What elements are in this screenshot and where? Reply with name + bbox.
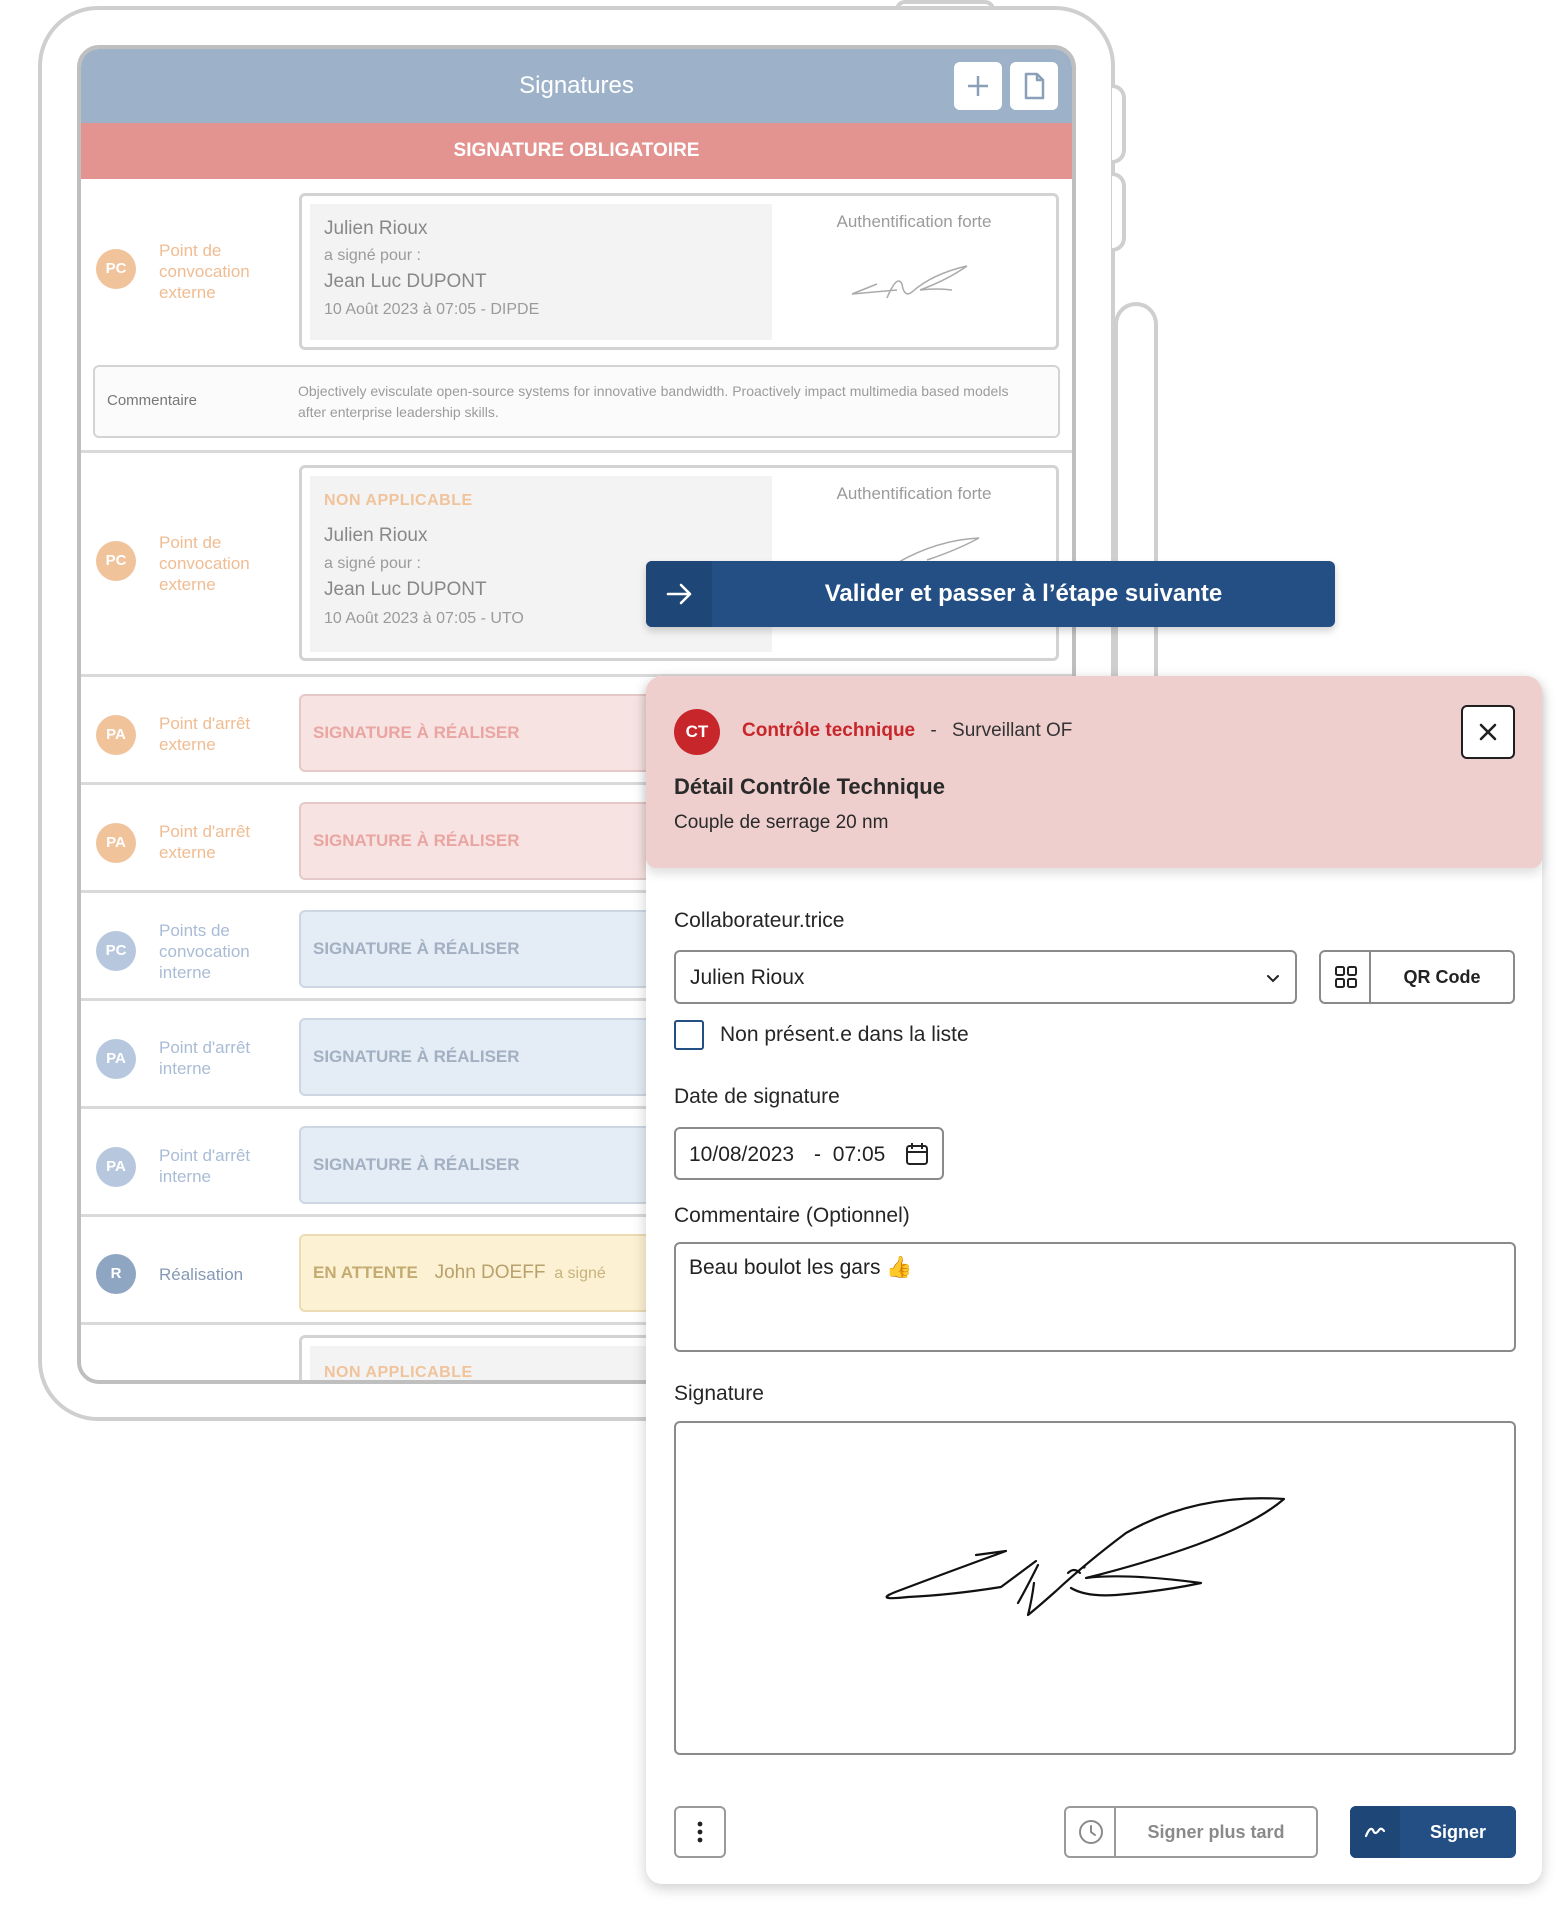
signer-name: Julien Rioux (324, 525, 428, 546)
chevron-down-icon (1264, 969, 1282, 987)
more-options-button[interactable] (674, 1806, 726, 1858)
qr-code-button[interactable] (1319, 950, 1515, 1004)
signature-thumbnail (842, 254, 982, 314)
signature-date: 10 Août 2023 à 07:05 - UTO (324, 610, 524, 627)
row-label: Points de convocation interne (159, 921, 250, 982)
row-label: Point d'arrêt interne (159, 1038, 251, 1078)
comment-field-label: Commentaire (Optionnel) (674, 1204, 910, 1227)
signed-for-name: Jean Luc DUPONT (324, 579, 487, 600)
date-value-group (689, 1143, 885, 1167)
signed-for-label: a signé pour : (324, 555, 421, 572)
row-avatar: PC (96, 931, 136, 971)
close-button[interactable] (1461, 705, 1515, 759)
signature-info (310, 204, 772, 340)
more-vertical-icon (676, 1808, 724, 1856)
tablet-side-button (1112, 84, 1126, 164)
add-button[interactable] (954, 62, 1002, 110)
signature-to-do[interactable]: SIGNATURE À RÉALISER (299, 694, 1059, 772)
row-avatar: PA (96, 715, 136, 755)
validate-next-step-button[interactable] (646, 561, 1335, 627)
breadcrumb-separator: - (930, 720, 937, 741)
clock-icon (1066, 1808, 1116, 1856)
modal-subtitle: Couple de serrage 20 nm (674, 812, 889, 833)
time-separator: - (813, 1143, 821, 1166)
document-button[interactable] (1010, 62, 1058, 110)
date-label: Date de signature (674, 1085, 840, 1108)
signature-card[interactable] (299, 193, 1059, 350)
row-label: Réalisation (159, 1265, 244, 1284)
row-avatar: PC (96, 541, 136, 581)
comment-textarea[interactable] (674, 1242, 1516, 1352)
date-field[interactable] (674, 1127, 944, 1180)
calendar-icon[interactable] (904, 1141, 930, 1167)
signature-to-do[interactable]: SIGNATURE À RÉALISER (299, 1126, 1059, 1204)
comment-box (93, 365, 1060, 438)
row-label: Point d'arrêt externe (159, 714, 251, 754)
auth-label: Authentification forte (836, 484, 992, 503)
handwritten-signature (676, 1423, 1514, 1753)
signer-name: Julien Rioux (324, 218, 428, 239)
status-label: NON APPLICABLE (324, 492, 473, 509)
comment-text: Objectively evisculate open-source systems for innovative bandwidth. Proactively impact multimedia based models after enterprise leadership skills. (298, 383, 1009, 420)
qr-code-icon (1321, 952, 1371, 1002)
tablet-side-button (1112, 172, 1126, 252)
validate-next-step-label: Valider et passer à l’étape suivante (824, 580, 1223, 607)
arrow-right-icon (646, 561, 712, 627)
modal-header (646, 676, 1542, 868)
row-label: Point d'arrêt interne (159, 1146, 251, 1186)
row-avatar: PC (96, 249, 136, 289)
close-icon (1463, 707, 1513, 757)
auth-label: Authentification forte (836, 212, 992, 231)
signatures-header (81, 49, 1072, 123)
modal-breadcrumb (742, 720, 1072, 742)
signature-modal (646, 676, 1542, 1884)
category-badge: CT (674, 709, 720, 755)
sign-later-button[interactable] (1064, 1806, 1318, 1858)
status-label: EN ATTENTE (313, 1263, 418, 1282)
signature-label: Signature (674, 1382, 764, 1405)
row-label: Point de convocation externe (159, 241, 250, 302)
row-avatar: R (96, 1254, 136, 1294)
signed-for-label: a signé pour : (324, 247, 421, 264)
mandatory-banner: SIGNATURE OBLIGATOIRE (81, 123, 1072, 179)
signature-to-do[interactable]: SIGNATURE À RÉALISER (299, 910, 1059, 988)
time-value: 07:05 (832, 1143, 886, 1166)
action-label: a signé (554, 1265, 606, 1282)
signature-icon (1350, 1806, 1400, 1858)
modal-title: Détail Contrôle Technique (674, 774, 945, 799)
role-label: Surveillant OF (952, 720, 1073, 741)
comment-value: Beau boulot les gars 👍 (689, 1256, 913, 1279)
sign-label: Signer (1429, 1822, 1486, 1842)
collaborator-label: Collaborateur.trice (674, 909, 845, 932)
date-value: 10/08/2023 (689, 1143, 795, 1166)
row-label: Point d'arrêt externe (159, 822, 251, 862)
row-divider (81, 450, 1072, 453)
sign-button[interactable] (1350, 1806, 1516, 1858)
page-title: Signatures (519, 72, 634, 99)
qr-code-label: QR Code (1403, 967, 1481, 987)
signature-pad[interactable] (674, 1421, 1516, 1755)
row-avatar: PA (96, 823, 136, 863)
row-avatar: PA (96, 1039, 136, 1079)
signed-for-name: Jean Luc DUPONT (324, 271, 487, 292)
row-label: Point de convocation externe (159, 533, 250, 594)
not-present-label: Non présent.e dans la liste (720, 1023, 969, 1046)
signature-to-do[interactable]: SIGNATURE À RÉALISER (299, 802, 1059, 880)
collaborator-select[interactable] (674, 950, 1297, 1004)
plus-icon (954, 62, 1002, 110)
category-label: Contrôle technique (742, 720, 916, 741)
not-present-checkbox[interactable] (674, 1020, 704, 1050)
signature-to-do[interactable]: SIGNATURE À RÉALISER (299, 1018, 1059, 1096)
row-avatar: PA (96, 1147, 136, 1187)
comment-label: Commentaire (107, 392, 198, 409)
collaborator-value: Julien Rioux (690, 966, 805, 989)
document-icon (1010, 62, 1058, 110)
signature-date: 10 Août 2023 à 07:05 - DIPDE (324, 301, 540, 318)
signer-name: John DOEFF (434, 1262, 546, 1283)
sign-later-label: Signer plus tard (1147, 1822, 1285, 1842)
status-label: NON APPLICABLE (324, 1364, 473, 1381)
